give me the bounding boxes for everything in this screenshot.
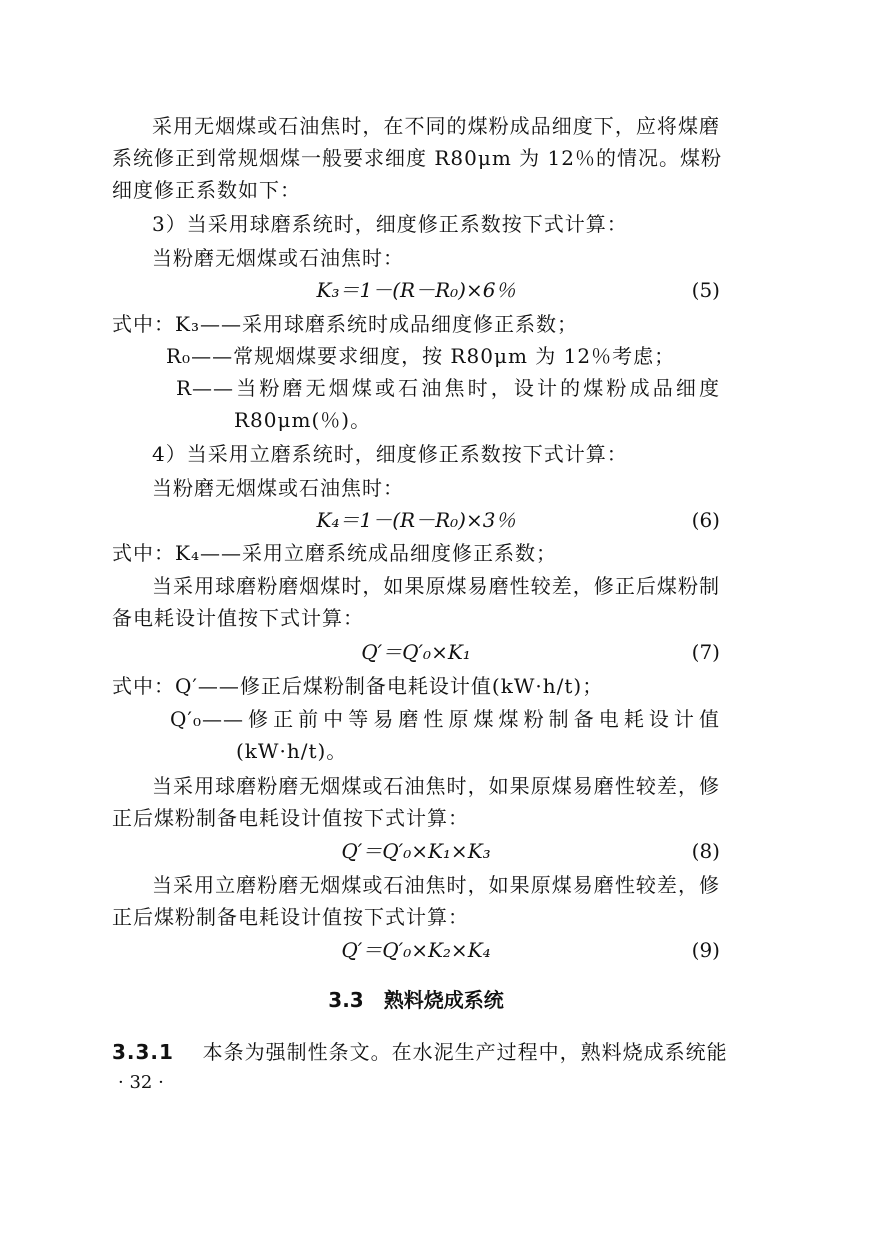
definition-line: 式中：K₄——采用立磨系统成品细度修正系数； bbox=[112, 541, 557, 565]
paragraph-line: 当粉磨无烟煤或石油焦时： bbox=[152, 476, 404, 500]
equation-7 bbox=[112, 636, 720, 668]
paragraph-line: 当粉磨无烟煤或石油焦时： bbox=[152, 246, 404, 270]
page-number: · 32 · bbox=[118, 1072, 164, 1093]
equation-formula: Q′＝Q′₀×K₂×K₄ bbox=[341, 938, 491, 962]
paragraph-line: 系统修正到常规烟煤一般要求细度 R80μm 为 12％的情况。煤粉 bbox=[112, 146, 722, 170]
equation-formula: K₃＝1－(R－R₀)×6％ bbox=[316, 278, 516, 302]
definition-line: (kW·h/t)。 bbox=[236, 739, 348, 763]
equation-number: (5) bbox=[691, 278, 720, 302]
clause-text: 本条为强制性条文。在水泥生产过程中，熟料烧成系统能 bbox=[202, 1040, 728, 1064]
paragraph-line: 当采用球磨粉磨烟煤时，如果原煤易磨性较差，修正后煤粉制 bbox=[152, 574, 720, 598]
definition-line: Q′₀——修正前中等易磨性原煤煤粉制备电耗设计值 bbox=[170, 707, 720, 731]
paragraph-line: 细度修正系数如下： bbox=[112, 178, 301, 202]
equation-number: (6) bbox=[691, 508, 720, 532]
equation-formula: Q′＝Q′₀×K₁×K₃ bbox=[341, 839, 491, 863]
section-heading: 3.3 熟料烧成系统 bbox=[328, 988, 504, 1012]
paragraph-line: 备电耗设计值按下式计算： bbox=[112, 606, 364, 630]
list-item-4: 4）当采用立磨系统时，细度修正系数按下式计算： bbox=[152, 442, 628, 466]
list-item-3: 3）当采用球磨系统时，细度修正系数按下式计算： bbox=[152, 212, 628, 236]
definition-line: R80μm(％)。 bbox=[234, 408, 372, 432]
paragraph-line: 正后煤粉制备电耗设计值按下式计算： bbox=[112, 905, 469, 929]
paragraph-line: 正后煤粉制备电耗设计值按下式计算： bbox=[112, 806, 469, 830]
paragraph-line: 当采用立磨粉磨无烟煤或石油焦时，如果原煤易磨性较差，修 bbox=[152, 873, 720, 897]
equation-formula: K₄＝1－(R－R₀)×3％ bbox=[316, 508, 516, 532]
definition-line: 式中：Q′——修正后煤粉制备电耗设计值(kW·h/t)； bbox=[112, 674, 604, 698]
equation-number: (7) bbox=[691, 640, 720, 664]
equation-number: (9) bbox=[691, 938, 720, 962]
paragraph-line: 采用无烟煤或石油焦时，在不同的煤粉成品细度下，应将煤磨 bbox=[152, 114, 720, 138]
equation-number: (8) bbox=[691, 839, 720, 863]
equation-8 bbox=[112, 835, 720, 867]
definition-line: 式中：K₃——采用球磨系统时成品细度修正系数； bbox=[112, 312, 578, 336]
equation-9 bbox=[112, 934, 720, 966]
equation-6 bbox=[112, 504, 720, 536]
equation-5 bbox=[112, 274, 720, 306]
clause-number: 3.3.1 bbox=[112, 1040, 174, 1064]
paragraph-line: 当采用球磨粉磨无烟煤或石油焦时，如果原煤易磨性较差，修 bbox=[152, 774, 720, 798]
clause-line bbox=[112, 1036, 728, 1068]
definition-line: R——当粉磨无烟煤或石油焦时，设计的煤粉成品细度 bbox=[176, 376, 720, 400]
equation-formula: Q′＝Q′₀×K₁ bbox=[361, 640, 471, 664]
definition-line: R₀——常规烟煤要求细度，按 R80μm 为 12％考虑； bbox=[166, 344, 676, 368]
